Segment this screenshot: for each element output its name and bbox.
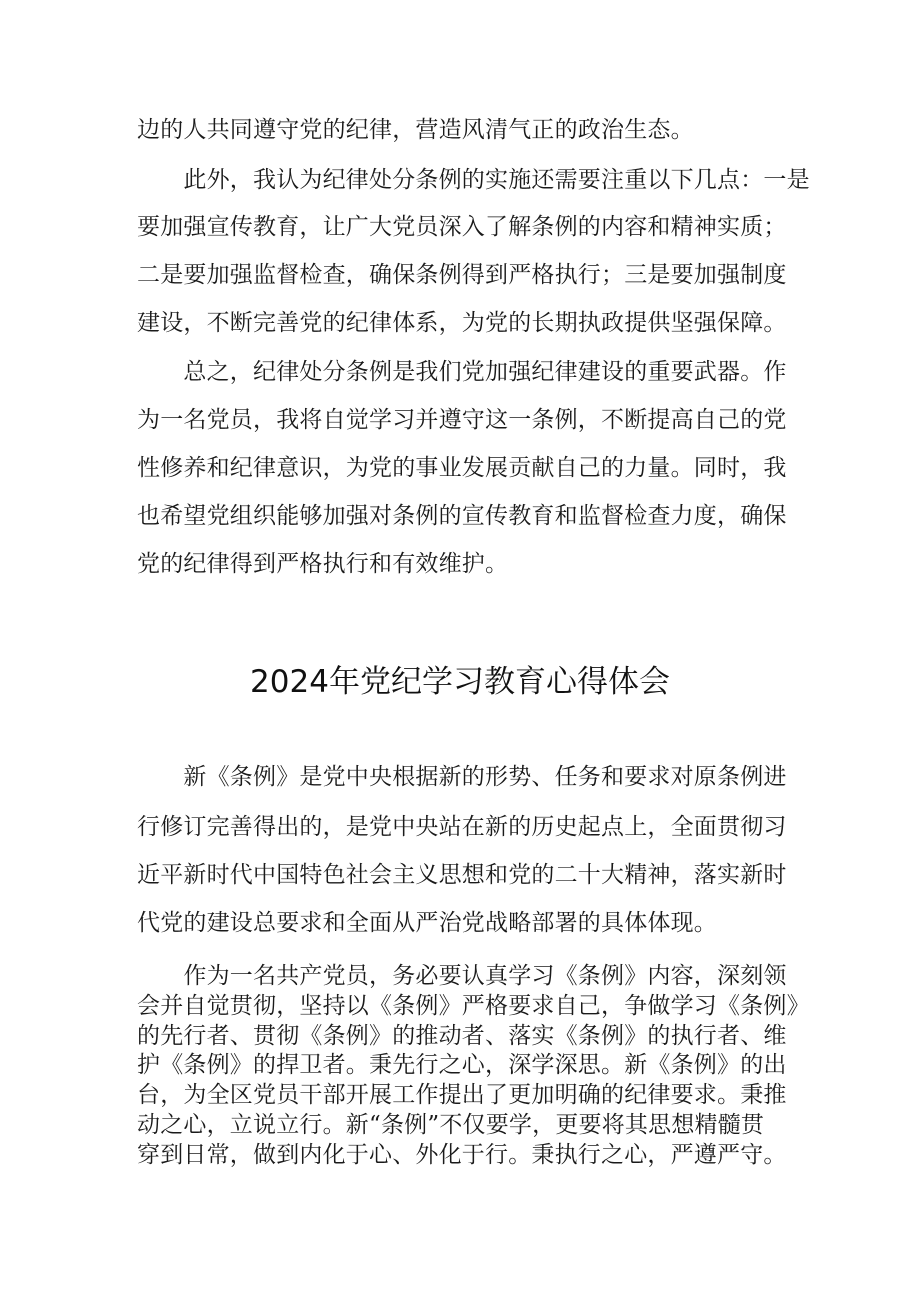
text-line: 此外，我认为纪律处分条例的实施还需要注重以下几点：一是	[137, 167, 810, 193]
text-line: 也希望党组织能够加强对条例的宣传教育和监督检查力度，确保	[137, 503, 787, 529]
text-line: 会并自觉贯彻，坚持以《条例》严格要求自己，争做学习《条例》	[137, 993, 810, 1019]
text-line: 边的人共同遵守党的纪律，营造风清气正的政治生态。	[137, 117, 694, 143]
text-line: 作为一名共产党员，务必要认真学习《条例》内容，深刻领	[137, 963, 787, 989]
text-line: 要加强宣传教育，让广大党员深入了解条例的内容和精神实质；	[137, 214, 787, 240]
text-line: 的先行者、贯彻《条例》的推动者、落实《条例》的执行者、维	[137, 1023, 787, 1049]
text-line: 总之，纪律处分条例是我们党加强纪律建设的重要武器。作	[137, 359, 787, 385]
text-line: 为一名党员，我将自觉学习并遵守这一条例，不断提高自己的党	[137, 407, 787, 433]
text-line: 二是要加强监督检查，确保条例得到严格执行；三是要加强制度	[137, 262, 787, 288]
text-line: 新《条例》是党中央根据新的形势、任务和要求对原条例进	[137, 764, 787, 790]
text-line: 建设，不断完善党的纪律体系，为党的长期执政提供坚强保障。	[137, 310, 787, 336]
article-title: 2024年党纪学习教育心得体会	[250, 664, 670, 700]
text-line: 台，为全区党员干部开展工作提出了更加明确的纪律要求。秉推	[137, 1082, 787, 1108]
text-line: 党的纪律得到严格执行和有效维护。	[137, 551, 509, 577]
text-line: 近平新时代中国特色社会主义思想和党的二十大精神，落实新时	[137, 862, 787, 888]
text-line: 行修订完善得出的，是党中央站在新的历史起点上，全面贯彻习	[137, 814, 787, 840]
text-line: 动之心，立说立行。新“条例”不仅要学，更要将其思想精髓贯	[137, 1112, 765, 1138]
text-line: 穿到日常，做到内化于心、外化于行。秉执行之心，严遵严守。	[137, 1142, 787, 1168]
text-line: 代党的建设总要求和全面从严治党战略部署的具体体现。	[137, 910, 717, 936]
text-line: 护《条例》的捍卫者。秉先行之心，深学深思。新《条例》的出	[137, 1052, 787, 1078]
text-line: 性修养和纪律意识，为党的事业发展贡献自己的力量。同时，我	[137, 455, 787, 481]
